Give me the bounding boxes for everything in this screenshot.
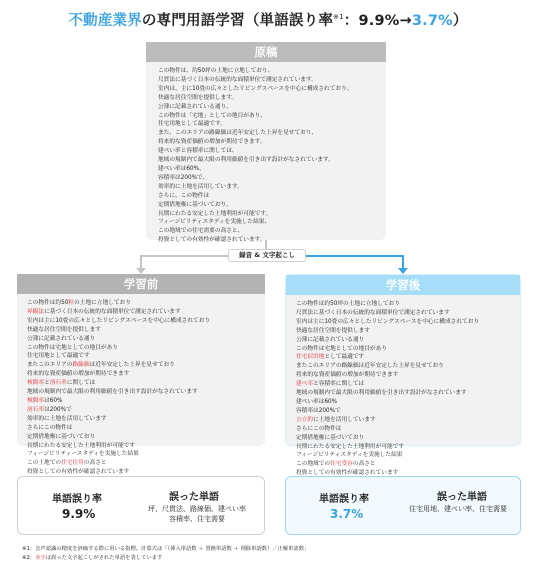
before-text-segment: さらにこの物件は	[27, 424, 73, 431]
original-line: 住宅用地として最適です。	[158, 121, 226, 128]
before-line	[27, 317, 255, 326]
after-text-segment: 長期にわたる安定した土地利用が可能です	[296, 443, 405, 450]
before-text-segment: 快適な居住空間を提供します	[27, 326, 101, 333]
original-line: また、このエリアの路線価は近年安定した上昇を見せており、	[158, 130, 318, 137]
after-text-segment: 快適な居住空間を提供します	[296, 327, 370, 334]
before-line	[27, 352, 255, 361]
before-line	[27, 379, 255, 388]
after-text-segment: この物件は約50坪の土地に立地しており	[296, 301, 400, 307]
before-rate-label: 単語誤り率	[52, 494, 102, 505]
original-line: フィージビリティスタディを実施した結果、	[158, 219, 271, 226]
after-line	[296, 443, 510, 452]
original-line: 室内は、主に10畳の広々としたリビングスペースを中心に構成されており、	[158, 85, 353, 92]
after-text	[286, 295, 520, 483]
after-line	[296, 318, 510, 327]
after-text-segment: と容積率に関しては	[313, 381, 365, 388]
original-line: 容積率は200%で、	[158, 174, 209, 181]
after-line	[296, 398, 510, 407]
before-text-segment: 地域の規制内で最大限の利用価値を引き出す設計がなされています	[27, 389, 198, 396]
after-words-list	[398, 504, 518, 514]
after-text-segment: またこのエリアの路線価は近年安定した上昇を見せており	[296, 363, 444, 370]
original-line: 定期借地権に基づいており、	[158, 201, 232, 208]
after-text-segment: 投資としての有効性が確認されています	[296, 470, 399, 477]
before-text-segment: この物件は宅地としての地目があり	[27, 344, 118, 351]
before-text	[17, 294, 265, 482]
original-text	[146, 62, 386, 250]
after-error-word: 公立的	[296, 416, 314, 423]
after-line	[296, 380, 510, 389]
after-text-segment: 公簿に記載されている通り	[296, 336, 365, 343]
original-script-panel	[146, 42, 386, 244]
before-training-panel	[17, 274, 265, 476]
before-line	[27, 388, 255, 397]
before-text-segment: に関しては	[66, 380, 96, 387]
before-text-segment: の高さと	[83, 460, 107, 467]
after-text-segment: この物件は宅地としての地目があり	[296, 345, 387, 352]
before-line	[27, 415, 255, 424]
page-title	[0, 9, 536, 30]
before-line	[27, 335, 255, 344]
title-footnote-mark: ※1	[333, 13, 344, 21]
before-line	[27, 397, 255, 406]
before-line	[27, 406, 255, 415]
footnote-2: ※2：赤字は誤った文字起こしがされた単語を表しています	[22, 555, 163, 561]
before-error-word: 粒	[68, 300, 75, 306]
after-header: 学習後	[286, 275, 520, 295]
after-line	[296, 327, 510, 336]
before-text-segment: と	[44, 380, 50, 387]
after-line	[296, 407, 510, 416]
after-error-word: 建ぺ率	[296, 381, 314, 388]
before-text-segment: 投資としての有効性が確認されています	[27, 469, 130, 476]
after-text-segment: 尺貫法に基づく日本の伝統的な面積単位で測定されています	[296, 309, 450, 316]
transcribe-label: 録音 & 文字起こし	[228, 249, 306, 262]
after-line	[296, 362, 510, 371]
after-error-word: 住宅宿泊地	[296, 354, 325, 361]
before-line	[27, 433, 255, 442]
original-line: 長期にわたる安定した土地利用が可能です。	[158, 210, 272, 217]
after-stats-card	[285, 476, 521, 535]
original-line: この物件は、約50坪の土地に立地しており、	[158, 68, 274, 74]
original-line: 投資としての有効性が確認されています。	[158, 237, 266, 244]
after-words-line: 住宅用地、建ぺい率、住宅需要	[409, 505, 507, 513]
before-text-segment: 公簿に記載されている通り	[27, 335, 96, 342]
after-text-segment: に土地を活用しています	[313, 416, 376, 423]
after-line	[296, 300, 510, 309]
before-error-word: 検閲率	[27, 397, 45, 404]
after-line	[296, 345, 510, 354]
title-main: 不動産業界の専門用語学習（単語誤り率	[68, 13, 334, 29]
before-header: 学習前	[17, 274, 265, 294]
after-line	[296, 309, 510, 318]
after-rate-value: 3.7%	[330, 507, 364, 521]
original-line: 効率的に土地を活用しています。	[158, 183, 243, 190]
after-line	[296, 425, 510, 434]
after-training-panel	[285, 274, 521, 477]
before-line	[27, 308, 255, 317]
title-tail: ：9.9%→3.7%）	[343, 13, 468, 29]
before-line	[27, 450, 255, 459]
after-text-segment: として最適です	[324, 354, 365, 361]
before-rate-value: 9.9%	[62, 507, 96, 521]
after-text-segment: 建ぺい率は60%	[296, 398, 338, 405]
before-text-segment: に基づく日本の伝統的な面積単位で測定されています	[44, 308, 181, 315]
original-line: 建ぺい率と容積率に関しては、	[158, 148, 238, 155]
after-rate-label: 単語誤り率	[319, 494, 369, 505]
after-line	[296, 434, 510, 443]
before-line	[27, 344, 255, 353]
original-line: 公簿に記載されている通り、	[158, 103, 232, 110]
before-error-word: 検閲率	[27, 380, 45, 387]
after-line	[296, 416, 510, 425]
original-line: 将来的な資産価値の増加が期待できます。	[158, 139, 266, 146]
before-stats-card	[17, 476, 265, 535]
before-error-word: 溶石率	[49, 380, 67, 387]
before-error-word: 住宅住用	[61, 460, 84, 467]
before-words-list	[132, 504, 262, 524]
before-error-word: 路線価	[72, 362, 90, 369]
after-line	[296, 389, 510, 398]
before-error-word: 溶石率	[27, 406, 45, 413]
before-text-segment: は200%で	[44, 406, 72, 413]
before-text-segment: この土地での	[27, 460, 62, 467]
after-text-segment: この地域での	[296, 461, 331, 468]
original-line: 建ぺい率は60%、	[158, 165, 205, 172]
before-text-segment: の土地に立地しており	[74, 300, 131, 306]
after-error-word: 住宅受容	[330, 461, 353, 468]
before-text-segment: は60%	[44, 397, 63, 404]
original-line: 尺貫法に基づく日本の伝統的な面積単位で測定されています。	[158, 76, 317, 83]
before-line	[27, 424, 255, 433]
before-line	[27, 459, 255, 468]
before-words-label: 誤った単語	[169, 492, 219, 503]
after-line	[296, 460, 510, 469]
after-words-label: 誤った単語	[437, 492, 487, 503]
after-text-segment: フィージビリティスタディを実施した結果	[296, 452, 403, 459]
before-words-line: 坪、尺貫法、路線価、建ぺい率	[148, 505, 246, 513]
after-line	[296, 353, 510, 362]
before-line	[27, 442, 255, 451]
after-text-segment: 将来的な資産価値の増加が期待できます	[296, 372, 399, 379]
before-text-segment: 定期借地権に基づいており	[27, 433, 96, 440]
before-line	[27, 326, 255, 335]
after-line	[296, 371, 510, 380]
before-text-segment: 長期にわたる安定した土地利用が可能です	[27, 442, 136, 449]
after-line	[296, 451, 510, 460]
before-text-segment: 住宅用地として最適です	[27, 353, 90, 360]
after-text-segment: の高さと	[352, 461, 376, 468]
before-text-segment: 将来的な資産価値の増加が期待できます	[27, 371, 130, 378]
original-line: さらに、この物件は	[158, 192, 210, 199]
footnote-1: ※1：音声認識の精度を評価する際に用いる指標。計算式は「（挿入単語数 ＋ 置換単語数 ＋ 削除単語数）／正解単語数」	[22, 546, 310, 552]
before-text-segment: 効率的に土地を活用しています	[27, 415, 107, 422]
original-header: 原稿	[146, 42, 386, 62]
before-text-segment: 室内は主に10畳の広々としたリビングスペースを中心に構成されており	[27, 317, 211, 324]
original-line: 地域の規制内で最大限の利用価値を引き出す設計がなされています。	[158, 157, 334, 164]
before-line	[27, 299, 255, 308]
original-line: この地域での住宅需要の高さと、	[158, 228, 244, 235]
after-text-segment: 容積率は200%で	[296, 407, 341, 414]
after-text-segment: 室内は主に10畳の広々としたリビングスペースを中心に構成されており	[296, 318, 480, 325]
before-line	[27, 361, 255, 370]
before-words-line: 容積率、住宅需要	[169, 515, 225, 523]
before-text-segment: この物件は約50	[27, 300, 69, 306]
original-line: この物件は「宅地」としての地目があり、	[158, 112, 267, 119]
original-line: 快適な居住空間を提供します。	[158, 94, 238, 101]
before-text-segment: は近年安定した上昇を見せており	[89, 362, 175, 369]
before-text-segment: フィージビリティースタディを実施した結果	[27, 451, 139, 458]
footnotes	[22, 545, 309, 563]
after-text-segment: 地域の規制内で最大限の利用価値を引き出す設計がなされています	[296, 390, 467, 397]
after-text-segment: 定期借地権に基づいており	[296, 434, 365, 441]
before-error-word: 昇観法	[27, 308, 45, 315]
before-text-segment: またこのエリアの	[27, 362, 73, 369]
after-line	[296, 336, 510, 345]
before-line	[27, 370, 255, 379]
after-text-segment: さらにこの物件は	[296, 425, 342, 432]
